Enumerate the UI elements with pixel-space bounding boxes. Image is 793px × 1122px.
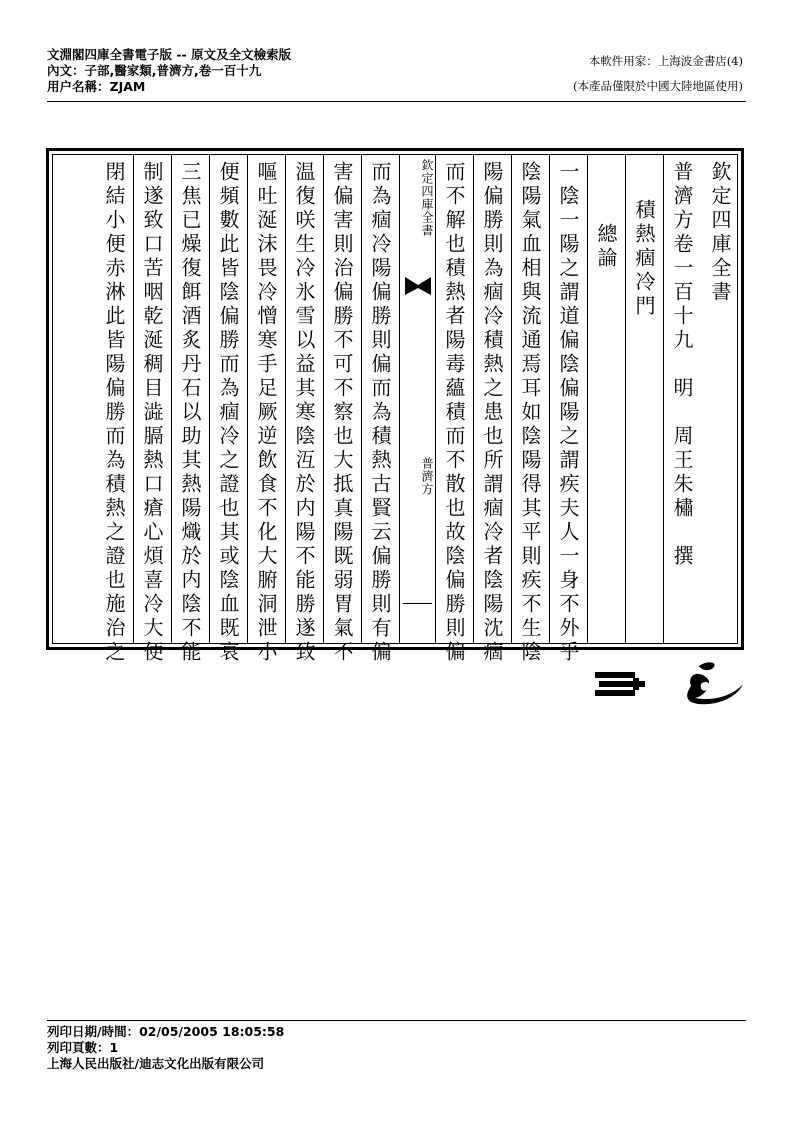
column-text: 陽偏勝則為痼冷積熱之患也所謂痼冷者陰陽沈痼	[480, 161, 504, 665]
center-banderole	[399, 155, 435, 643]
column-text: 害偏害則治偏勝不可不察也大抵真陽既弱胃氣不	[330, 161, 354, 665]
column-text: 閉結小便赤淋此皆陽偏勝而為積熱之證也施治之	[102, 161, 126, 665]
text-column	[663, 155, 701, 643]
header-user: 用户名稱：ZJAM	[47, 79, 146, 94]
column-text: 陰陽氣血相與流通焉耳如陰陽得其平則疾不生陰	[518, 161, 542, 665]
banderole-rule	[403, 603, 432, 604]
publisher-line: 上海人民出版社/迪志文化出版有限公司	[47, 1056, 265, 1071]
text-column	[247, 155, 285, 665]
text-column	[701, 155, 739, 643]
banderole-title: 欽定四庫全書	[420, 159, 434, 237]
column-text: 普濟方卷一百十九 明 周王朱橚 撰	[670, 161, 694, 569]
page-frame	[46, 148, 744, 665]
text-column	[511, 155, 549, 665]
footer	[47, 1024, 284, 1072]
column-text: 總論	[594, 223, 618, 271]
text-column	[587, 155, 625, 643]
text-grid	[52, 154, 738, 665]
header-left	[47, 47, 467, 95]
text-column	[285, 155, 323, 665]
text-column	[209, 155, 247, 665]
header-right	[443, 49, 743, 99]
text-column	[53, 155, 133, 665]
header-region-note: (本產品僅限於中國大陸地區使用)	[573, 79, 743, 93]
text-column	[549, 155, 587, 665]
column-text: 而不解也積熱者陽毒蘊積而不散也故陰偏勝則偏	[442, 161, 466, 665]
banderole-book-name: 普濟方	[420, 457, 434, 496]
header-title: 文淵閣四庫全書電子版 -- 原文及全文檢索版	[47, 47, 292, 62]
text-column	[171, 155, 209, 665]
text-column	[361, 155, 399, 665]
column-text: 積熱痼冷門	[632, 199, 656, 319]
text-column	[473, 155, 511, 665]
text-column	[133, 155, 171, 665]
column-text: 嘔吐涎沫畏冷憎寒手足厥逆飲食不化大腑洞泄小	[254, 161, 278, 665]
text-column	[323, 155, 361, 665]
header-content-path: 內文：子部,醫家類,普濟方,卷一百十九	[47, 63, 262, 78]
column-text: 便頻數此皆陰偏勝而為痼冷之證也其或陰血既衰	[216, 161, 240, 665]
text-column	[435, 155, 473, 665]
header-rule	[47, 101, 746, 102]
header-licensee: 本軟件用家：上海波金書店(4)	[588, 54, 743, 68]
text-column	[625, 155, 663, 643]
fish-tail-mark-icon	[405, 277, 431, 295]
publisher-logo-icon	[595, 658, 745, 708]
footer-rule	[47, 1020, 746, 1021]
column-text: 制遂致口苦咽乾涎稠目澁膈熱口瘡心煩喜冷大便	[140, 161, 164, 665]
column-text: 三焦已燥復餌酒炙丹石以助其熱陽熾於内陰不能	[178, 161, 202, 665]
column-text: 而為痼冷陽偏勝則偏而為積熱古賢云偏勝則有偏	[368, 161, 392, 665]
column-text: 欽定四庫全書	[708, 161, 732, 305]
column-text: 温復咲生冷氷雪以益其寒陰沍於内陽不能勝遂致	[292, 161, 316, 665]
print-page-count: 列印頁數：1	[47, 1040, 119, 1055]
print-datetime: 列印日期/時間：02/05/2005 18:05:58	[47, 1024, 285, 1039]
column-text: 一陰一陽之謂道偏陰偏陽之謂疾夫人一身不外乎	[556, 161, 580, 665]
